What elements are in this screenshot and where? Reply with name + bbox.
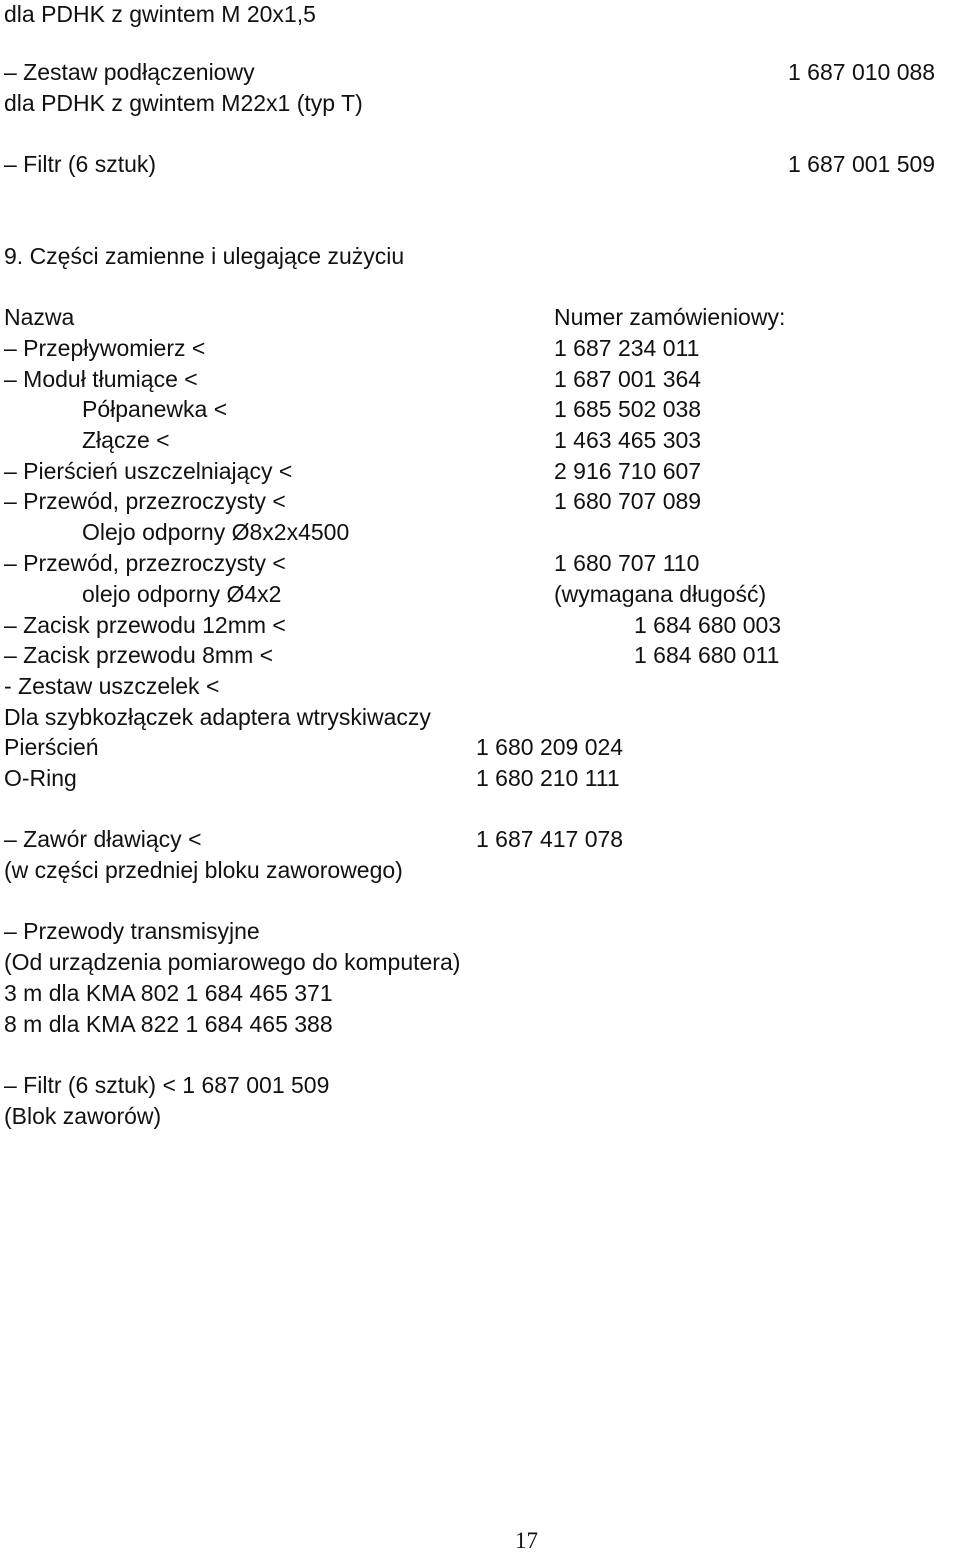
valve-filter-line: – Filtr (6 sztuk) < 1 687 001 509 [4,1072,330,1098]
oring-name: O-Ring [4,765,77,791]
part-name: Olejo odporny Ø8x2x4500 [82,519,350,545]
part-name: Półpanewka < [82,396,228,422]
part-name: – Zacisk przewodu 8mm < [4,642,274,668]
cables-note: (Od urządzenia pomiarowego do komputera) [4,949,461,975]
filter-number: 1 687 001 509 [788,151,936,177]
seal-kit-title: - Zestaw uszczelek < [4,673,220,699]
section-heading: 9. Części zamienne i ulegające zużyciu [4,243,405,269]
column-header-number: Numer zamówieniowy: [554,304,786,330]
part-number: 1 687 001 364 [554,366,702,392]
part-number: 1 684 680 003 [634,612,782,638]
oring-number: 1 680 210 111 [476,765,620,791]
part-name: olejo odporny Ø4x2 [82,581,282,607]
text-line-pdhk-m20: dla PDHK z gwintem M 20x1,5 [4,1,316,27]
cables-title: – Przewody transmisyjne [4,918,260,944]
throttle-valve-number: 1 687 417 078 [476,826,624,852]
part-name: Złącze < [82,427,170,453]
part-number: 1 685 502 038 [554,396,702,422]
throttle-valve-name: – Zawór dławiący < [4,826,202,852]
part-number: 1 684 680 011 [634,642,780,668]
part-name: – Przewód, przezroczysty < [4,550,286,576]
cable-line: 8 m dla KMA 822 1 684 465 388 [4,1011,333,1037]
part-name: – Moduł tłumiące < [4,366,198,392]
part-name: – Pierścień uszczelniający < [4,458,293,484]
part-name: – Przewód, przezroczysty < [4,488,286,514]
page-number: 17 [515,1528,538,1553]
part-name: – Przepływomierz < [4,335,206,361]
connection-kit-subtitle: dla PDHK z gwintem M22x1 (typ T) [4,90,363,116]
part-number: 1 687 234 011 [554,335,700,361]
throttle-valve-note: (w części przedniej bloku zaworowego) [4,857,403,883]
part-number: 2 916 710 607 [554,458,702,484]
column-header-name: Nazwa [4,304,75,330]
part-name: – Zacisk przewodu 12mm < [4,612,286,638]
ring-name: Pierścień [4,734,99,760]
valve-filter-note: (Blok zaworów) [4,1103,162,1129]
part-number: (wymagana długość) [554,581,767,607]
part-number: 1 680 707 089 [554,488,702,514]
part-number: 1 680 707 110 [554,550,700,576]
seal-kit-subtitle: Dla szybkozłączek adaptera wtryskiwaczy [4,704,431,730]
filter-name: – Filtr (6 sztuk) [4,151,157,177]
ring-number: 1 680 209 024 [476,734,624,760]
connection-kit-name: – Zestaw podłączeniowy [4,59,255,85]
connection-kit-number: 1 687 010 088 [788,59,936,85]
cable-line: 3 m dla KMA 802 1 684 465 371 [4,980,333,1006]
part-number: 1 463 465 303 [554,427,702,453]
